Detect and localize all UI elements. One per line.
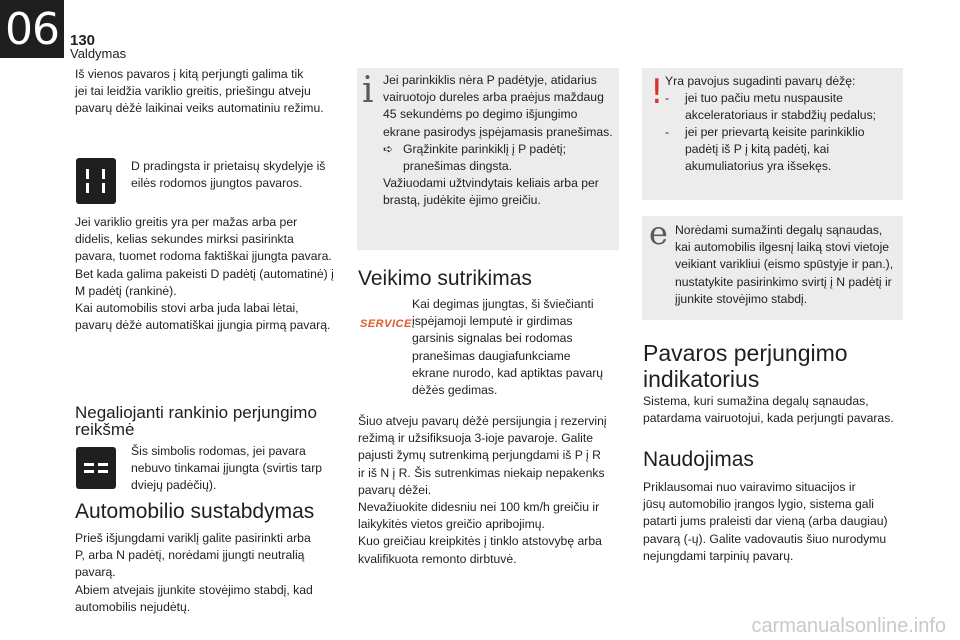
warning-item: - jei per prievartą keisite parinkiklio padėtį iš P į kitą padėtį, kai akumuliatorius yra išsekęs. xyxy=(665,124,899,176)
section-name: Valdymas xyxy=(70,46,127,61)
indicator-paragraph: Sistema, kuri sumažina degalų sąnaudas, patardama vairuotojui, kada perjungti pavaras. xyxy=(643,394,894,426)
fault-paragraph: Šiuo atveju pavarų dėžė persijungia į rezervinį režimą ir užsifiksuoja 3-ioje pavaroje. Galite pajusti žymų sutrenkimą perjungdami iš P į R ir iš N į R. Šis sutrenkimas niekaip nepakenks pavarų dėžei. Nevažiuokite didesniu nei 100 km/h greičiu ir laikykitės vietos greičio apribojimų. Kuo greičiau kreipkitės į tinklo atstovybę arba kvalifikuota remonto dirbtuvė. xyxy=(358,414,607,566)
usage-paragraph: Priklausomai nuo vairavimo situacijos ir jūsų automobilio įrangos lygio, sistema gali patarti jums praleisti dar vieną (arba daugiau) pavarą (-ų). Galite vadovautis šiuo nurodymu nejungdami tarpinių pavarų. xyxy=(643,480,888,563)
info-bullet-text: Grąžinkite parinkiklį į P padėtį; pranešimas dingsta. xyxy=(403,142,567,174)
arrow-icon: ➪ xyxy=(383,142,394,156)
info-icon: i xyxy=(362,70,374,111)
invalid-shift-text: Šis simbolis rodomas, jei pavara nebuvo tinkamai įjungta (svirtis tarp dviejų padėčių). xyxy=(131,444,323,493)
info-ford-text: Važiuodami užtvindytais keliais arba per brastą, judėkite ėjimo greičiu. xyxy=(383,176,599,208)
warning-box xyxy=(642,68,903,200)
page-number: 130 xyxy=(70,32,96,49)
fault-icon-text: Kai degimas įjungtas, ši šviečianti įspėjamoji lemputė ir girdimas garsinis signalas bei rodomas pranešimas daugiafunkciame ekrane nurodo, kad aptiktas pavarų dėžės gedimas. xyxy=(412,297,604,398)
gear-blink-paragraph: Jei variklio greitis yra per mažas arba per didelis, kelias sekundes mirksi pasirinkta pavara, tuomet rodoma faktiškai įjungta pavara. Bet kada galima pakeisti D padėtį (automatinė) į M padėtį (rankinė). Kai automobilis stovi arba juda labai lėtai, pavarų dėžė automatiškai įjungia pirmą pavarą. xyxy=(75,215,334,333)
eco-text: Norėdami sumažinti degalų sąnaudas, kai automobilis ilgesnį laiką stovi vietoje veikiant varikliui (eismo spūstyje ir pan.), nustatykite pasirinkimo svirtį į N padėtį ir įjunkite stovėjimo stabdį. xyxy=(675,223,894,306)
chapter-tab: 06 xyxy=(0,0,64,58)
info-bullet xyxy=(383,141,617,175)
dashes-icon xyxy=(83,462,109,474)
service-icon: SERVICE xyxy=(360,318,412,330)
intro-paragraph: Iš vienos pavaros į kitą perjungti galima tik jei tai leidžia variklio greitis, priešingu atveju pavarų dėžė laikinai veiks automatiniu režimu. xyxy=(75,67,324,116)
gear-display-icon xyxy=(76,158,116,204)
gear-bars-icon xyxy=(84,165,108,197)
warning-item: - jei tuo pačiu metu nuspausite akceleratoriaus ir stabdžių pedalus; xyxy=(665,90,899,124)
watermark: carmanualsonline.info xyxy=(751,615,946,637)
warning-title: Yra pavojus sugadinti pavarų dėžę: xyxy=(665,74,856,88)
info-text: Jei parinkiklis nėra P padėtyje, atidarius vairuotojo dureles arba praėjus maždaug 45 sekundėms po degimo išjungimo ekrane pasirodys įspėjamasis pranešimas. xyxy=(383,73,613,139)
fault-heading: Veikimo sutrikimas xyxy=(358,267,532,290)
info-box xyxy=(357,68,619,250)
eco-box xyxy=(642,216,903,320)
stop-paragraph: Prieš išjungdami variklį galite pasirinkti arba P, arba N padėtį, norėdami įjungti neutralią pavarą. Abiem atvejais įjunkite stovėjimo stabdį, kad automobilis nejudėtų. xyxy=(75,531,313,614)
invalid-shift-heading: Negaliojanti rankinio perjungimo reikšmė xyxy=(75,403,317,439)
gear-display-text: D pradingsta ir prietaisų skydelyje iš eilės rodomos įjungtos pavaros. xyxy=(131,159,326,191)
stop-heading: Automobilio sustabdymas xyxy=(75,500,315,523)
warning-item-text: jei per prievartą keisite parinkiklio padėtį iš P į kitą padėtį, kai akumuliatorius yra išsekęs. xyxy=(685,125,865,174)
warning-item-text: jei tuo pačiu metu nuspausite akceleratoriaus ir stabdžių pedalus; xyxy=(685,91,877,123)
eco-icon: e xyxy=(649,214,668,252)
indicator-heading: Pavaros perjungimo indikatorius xyxy=(643,340,848,392)
usage-heading: Naudojimas xyxy=(643,448,754,471)
invalid-shift-icon xyxy=(76,447,116,489)
warning-icon: ! xyxy=(650,72,664,112)
